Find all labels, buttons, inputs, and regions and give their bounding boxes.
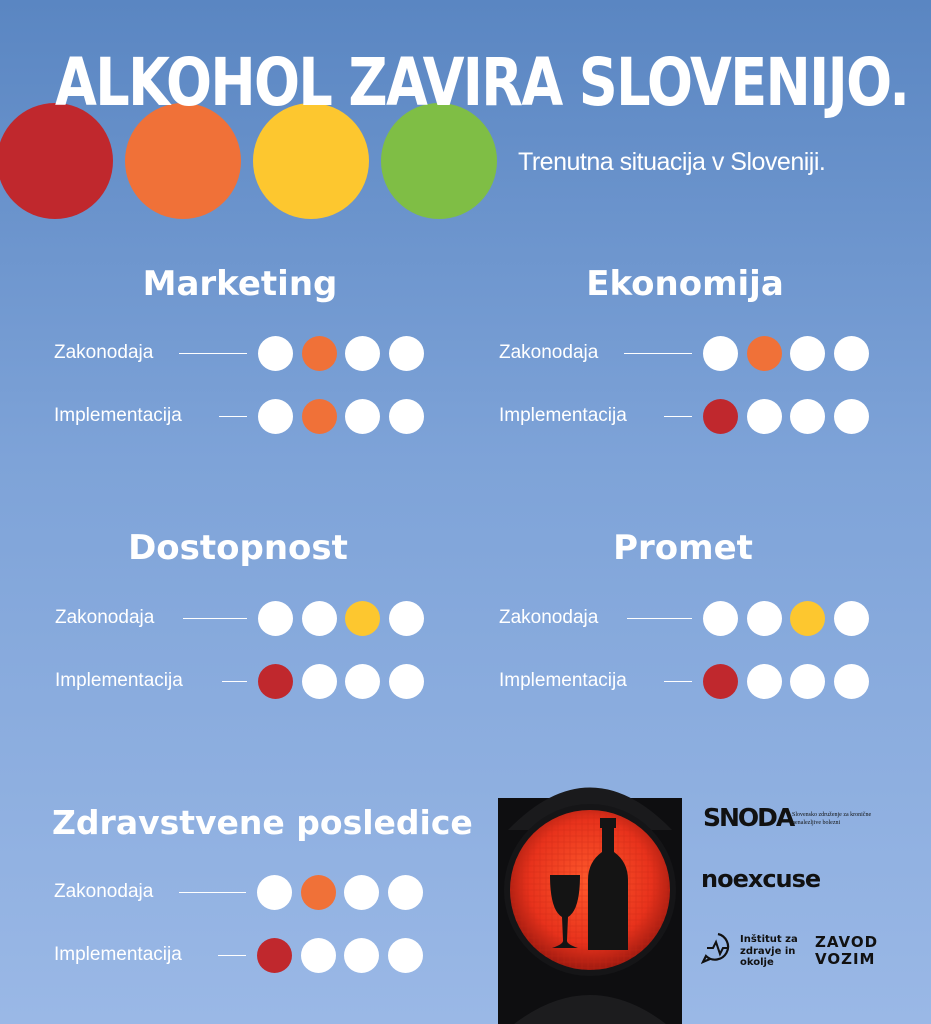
- row-connector: [179, 892, 246, 893]
- rating-dot-empty: [703, 601, 738, 636]
- rating-dot-empty: [389, 399, 424, 434]
- rating-dot-red-active: [703, 664, 738, 699]
- rating-dot-empty: [790, 336, 825, 371]
- institut-logo-text: Inštitut za zdravje in okolje: [740, 934, 798, 968]
- rating-dot-empty: [388, 875, 423, 910]
- rating-dot-empty: [302, 664, 337, 699]
- page-title: ALKOHOL ZAVIRA SLOVENIJO.: [55, 44, 909, 121]
- rating-dot-orange-active: [302, 399, 337, 434]
- rating-dot-orange-active: [301, 875, 336, 910]
- row-label-zakonodaja: Zakonodaja: [499, 342, 599, 363]
- row-connector: [664, 681, 692, 682]
- row-connector: [219, 416, 247, 417]
- rating-dot-empty: [389, 336, 424, 371]
- noexcuse-logo-text: noexcuse: [701, 865, 821, 893]
- row-connector: [627, 618, 692, 619]
- institut-logo-icon: [701, 931, 735, 965]
- rating-dot-yellow-active: [345, 601, 380, 636]
- rating-dot-empty: [389, 664, 424, 699]
- rating-dot-empty: [345, 336, 380, 371]
- category-title: Ekonomija: [586, 264, 784, 304]
- row-connector: [624, 353, 692, 354]
- row-connector: [183, 618, 247, 619]
- traffic-light-illustration: [498, 770, 682, 1024]
- rating-dot-orange-active: [747, 336, 782, 371]
- rating-dot-red-active: [703, 399, 738, 434]
- rating-dot-empty: [703, 336, 738, 371]
- row-label-zakonodaja: Zakonodaja: [54, 342, 154, 363]
- rating-dot-empty: [747, 399, 782, 434]
- row-label-zakonodaja: Zakonodaja: [499, 607, 599, 628]
- rating-dot-empty: [834, 664, 869, 699]
- row-label-zakonodaja: Zakonodaja: [55, 607, 155, 628]
- row-connector: [218, 955, 246, 956]
- rating-dot-empty: [747, 664, 782, 699]
- category-title: Zdravstvene posledice: [52, 803, 473, 842]
- category-title: Promet: [613, 528, 753, 568]
- rating-dot-empty: [834, 399, 869, 434]
- row-connector: [179, 353, 247, 354]
- rating-dot-empty: [258, 336, 293, 371]
- row-connector: [664, 416, 692, 417]
- rating-dot-empty: [790, 664, 825, 699]
- rating-dot-empty: [302, 601, 337, 636]
- rating-dot-red-active: [257, 938, 292, 973]
- rating-dot-empty: [345, 664, 380, 699]
- category-title: Dostopnost: [128, 528, 348, 568]
- rating-dot-empty: [389, 601, 424, 636]
- rating-dot-yellow-active: [790, 601, 825, 636]
- rating-dot-empty: [301, 938, 336, 973]
- rating-dot-empty: [747, 601, 782, 636]
- rating-dot-orange-active: [302, 336, 337, 371]
- rating-dot-empty: [388, 938, 423, 973]
- zavod-vozim-logo: ZAVOD VOZIM: [815, 933, 879, 968]
- row-connector: [222, 681, 247, 682]
- rating-dot-empty: [344, 938, 379, 973]
- rating-dot-empty: [834, 601, 869, 636]
- snoda-logo: SNODA: [703, 803, 794, 832]
- row-label-implementacija: Implementacija: [499, 670, 627, 691]
- rating-dot-red-active: [258, 664, 293, 699]
- rating-dot-empty: [257, 875, 292, 910]
- snoda-logo-subtitle: Slovensko združenje za kronične nenalezljive bolezni: [792, 812, 872, 826]
- rating-dot-empty: [790, 399, 825, 434]
- rating-dot-empty: [344, 875, 379, 910]
- rating-dot-empty: [258, 399, 293, 434]
- row-label-implementacija: Implementacija: [55, 670, 183, 691]
- rating-dot-empty: [834, 336, 869, 371]
- rating-dot-empty: [345, 399, 380, 434]
- category-title: Marketing: [142, 264, 338, 304]
- row-label-implementacija: Implementacija: [54, 405, 182, 426]
- page-subtitle: Trenutna situacija v Sloveniji.: [518, 148, 826, 176]
- row-label-implementacija: Implementacija: [499, 405, 627, 426]
- rating-dot-empty: [258, 601, 293, 636]
- noexcuse-logo: [701, 865, 820, 893]
- row-label-implementacija: Implementacija: [54, 944, 182, 965]
- row-label-zakonodaja: Zakonodaja: [54, 881, 154, 902]
